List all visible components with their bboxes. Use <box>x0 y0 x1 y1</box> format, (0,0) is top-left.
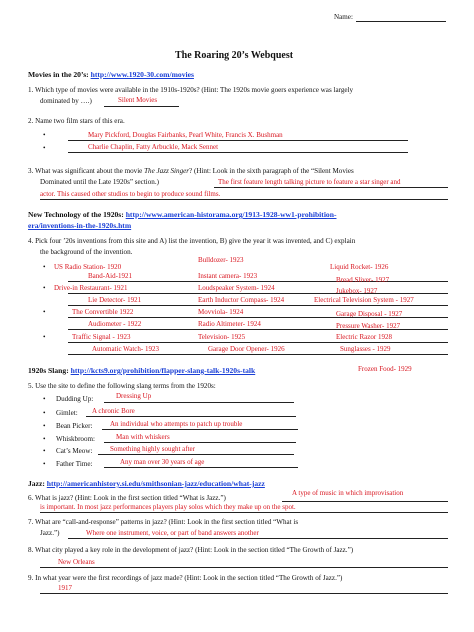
invention-item: Drive-in Restaurant- 1921 <box>54 284 128 292</box>
invention-item: Movviola- 1924 <box>198 308 244 316</box>
tech-link-2[interactable]: era/inventions-in-the-1920s.htm <box>28 221 132 230</box>
q3-text-a: 3. What was significant about the movie <box>28 167 145 175</box>
q4-line-b <box>68 293 448 294</box>
q4-line-g <box>68 354 448 355</box>
slang-answer: Any man over 30 years of age <box>120 458 205 466</box>
slang-line <box>104 442 296 443</box>
q1-line1: 1. Which type of movies were available in the 1910s-1920s? (Hint: The 1920s movie goers experience was largely <box>28 86 354 94</box>
q1-answer: Silent Movies <box>118 96 158 104</box>
invention-item: Band-Aid-1921 <box>88 272 132 280</box>
q9-answer: 1917 <box>58 584 72 592</box>
invention-item: Audiometer - 1922 <box>88 320 142 328</box>
invention-item: Pressure Washer- 1927 <box>336 322 401 330</box>
invention-item: The Convertible 1922 <box>72 308 134 316</box>
slang-answer: Man with whiskers <box>116 433 170 441</box>
invention-item: Lie Detector- 1921 <box>88 296 142 304</box>
slang-link[interactable]: http://kcts9.org/prohibition/flapper-slang-talk-1920s-talk <box>70 366 256 375</box>
slang-term: Whiskbroom: <box>56 435 96 443</box>
q3-line-b <box>40 199 448 200</box>
q3-text-italic: The Jazz Singer <box>144 167 190 175</box>
q4-line-a <box>68 281 448 282</box>
slang-term: Gimlet: <box>56 409 78 417</box>
slang-heading: 1920s Slang: <box>28 366 69 375</box>
q8-line <box>40 567 448 568</box>
bullet-c: • <box>43 308 46 316</box>
invention-item: Bulldozer- 1923 <box>198 256 244 264</box>
q8-question: 8. What city played a key role in the development of jazz? (Hint: Look in the section titled “The Growth of Jazz.”) <box>28 546 354 554</box>
q4-line2: the background of the invention. <box>40 248 133 256</box>
invention-item: Electric Razor 1928 <box>336 333 392 341</box>
invention-item: Traffic Signal - 1923 <box>72 333 131 341</box>
q6-line-b <box>40 512 448 513</box>
q2-question: 2. Name two film stars of this era. <box>28 117 125 125</box>
q6-line-a <box>282 501 448 502</box>
bullet-a: • <box>43 263 46 271</box>
slang-term: Bean Picker: <box>56 422 93 430</box>
invention-item: Automatic Watch- 1923 <box>92 345 159 353</box>
invention-item: Loudspeaker System- 1924 <box>198 284 275 292</box>
q3-line2: Dominated until the Late 1920s” section.) <box>40 178 159 186</box>
invention-item: Liquid Rocket- 1926 <box>330 263 389 271</box>
movies-heading: Movies in the 20’s: <box>28 70 89 79</box>
slang-answer: Dressing Up <box>116 392 152 400</box>
slang-answer: A chronic Bore <box>92 407 135 415</box>
bullet-s6: • <box>43 460 46 468</box>
tech-heading: New Technology of the 1920s: <box>28 210 124 219</box>
q4-line-c <box>68 305 448 306</box>
q8-answer: New Orleans <box>58 558 95 566</box>
slang-line <box>104 467 298 468</box>
section-heading-jazz <box>28 479 265 488</box>
bullet-b: • <box>43 284 46 292</box>
q1-line2: dominated by ….) <box>40 97 92 105</box>
invention-item: Instant camera- 1923 <box>198 272 258 280</box>
bullet-s1: • <box>43 395 46 403</box>
q1-answer-line <box>104 106 179 107</box>
invention-item: Jukebox- 1927 <box>336 287 378 295</box>
bullet-s5: • <box>43 447 46 455</box>
slang-term: Dudding Up: <box>56 395 94 403</box>
q4-line-d <box>68 317 448 318</box>
invention-item: Radio Altimeter- 1924 <box>198 320 261 328</box>
slang-line <box>102 429 298 430</box>
slang-answer: Something highly sought after <box>110 445 195 453</box>
q2-answer-2: Charlie Chaplin, Fatty Arbuckle, Mack Sennet <box>88 143 219 151</box>
q7-answer: Where one instrument, voice, or part of band answers another <box>86 529 259 537</box>
section-heading-slang <box>28 366 255 375</box>
q6-answer-1: A type of music in which improvisation <box>292 489 404 497</box>
bullet-2: • <box>43 144 46 152</box>
invention-item: US Radio Station- 1920 <box>54 263 122 271</box>
invention-item: Sunglasses - 1929 <box>340 345 391 353</box>
q5-question: 5. Use the site to define the following slang terms from the 1920s: <box>28 382 216 390</box>
slang-line <box>98 454 294 455</box>
q9-line <box>40 593 448 594</box>
slang-term: Cat’s Meow: <box>56 447 93 455</box>
q6-answer-2: is important. In most jazz performances players play solos which they make up on the spot. <box>40 503 296 511</box>
q2-line-2 <box>68 152 408 153</box>
tech-link-row-2 <box>28 221 131 230</box>
invention-item: Electrical Television System - 1927 <box>314 296 414 304</box>
invention-item: Bread Sliver- 1927 <box>336 276 390 284</box>
q2-line-1 <box>68 140 408 141</box>
invention-item: Frozen Food- 1929 <box>358 365 412 373</box>
invention-item: Garage Door Opener- 1926 <box>208 345 285 353</box>
section-heading-tech <box>28 210 336 219</box>
q7-line <box>68 538 448 539</box>
q4-line1: 4. Pick four ’20s inventions from this site and A) list the invention, B) give the year it was invented, and C) explain <box>28 237 356 245</box>
q7-line1: 7. What are “call-and-response” patterns in jazz? (Hint: Look in the first section titled “What is <box>28 518 299 526</box>
q3-text-b: ? (Hint: Look in the sixth paragraph of the “Silent Movies <box>189 167 354 175</box>
q3-line-a <box>214 187 448 188</box>
slang-line <box>86 416 296 417</box>
q9-question: 9. In what year were the first recordings of jazz made? (Hint: Look in the section titled “The Growth of Jazz.”) <box>28 574 343 582</box>
jazz-link[interactable]: http://americanhistory.si.edu/smithsonian-jazz/education/what-jazz <box>46 479 265 488</box>
q6-question: 6. What is jazz? (Hint: Look in the first section titled “What is Jazz.”) <box>28 494 226 502</box>
slang-answer: An individual who attempts to patch up trouble <box>110 420 243 428</box>
slang-term: Father Time: <box>56 460 93 468</box>
q7-line2: Jazz.”) <box>40 529 60 537</box>
slang-line <box>104 402 294 403</box>
q3-answer-1: The first feature length talking picture to feature a star singer and <box>218 178 401 186</box>
name-line <box>356 21 446 22</box>
q2-answer-1: Mary Pickford, Douglas Fairbanks, Pearl White, Francis X. Bushman <box>88 131 283 139</box>
tech-link-1[interactable]: http://www.american-historama.org/1913-1928-ww1-prohibition- <box>125 210 337 219</box>
q4-line-e <box>68 329 448 330</box>
bullet-d: • <box>43 333 46 341</box>
section-heading-movies <box>28 70 194 79</box>
jazz-heading: Jazz: <box>28 479 45 488</box>
movies-link[interactable]: http://www.1920-30.com/movies <box>90 70 194 79</box>
bullet-s2: • <box>43 409 46 417</box>
name-label: Name: <box>334 13 353 21</box>
q3-answer-2: actor. This caused other studios to begin to produce sound films. <box>40 190 221 198</box>
page-title: The Roaring 20’s Webquest <box>175 50 294 61</box>
invention-item: Television- 1925 <box>198 333 246 341</box>
invention-item: Garage Disposal - 1927 <box>336 310 403 318</box>
q4-line-f <box>68 342 448 343</box>
q3-line1 <box>28 167 354 176</box>
bullet-s3: • <box>43 422 46 430</box>
bullet-1: • <box>43 131 46 139</box>
bullet-s4: • <box>43 435 46 443</box>
invention-item: Earth Inductor Compass- 1924 <box>198 296 285 304</box>
